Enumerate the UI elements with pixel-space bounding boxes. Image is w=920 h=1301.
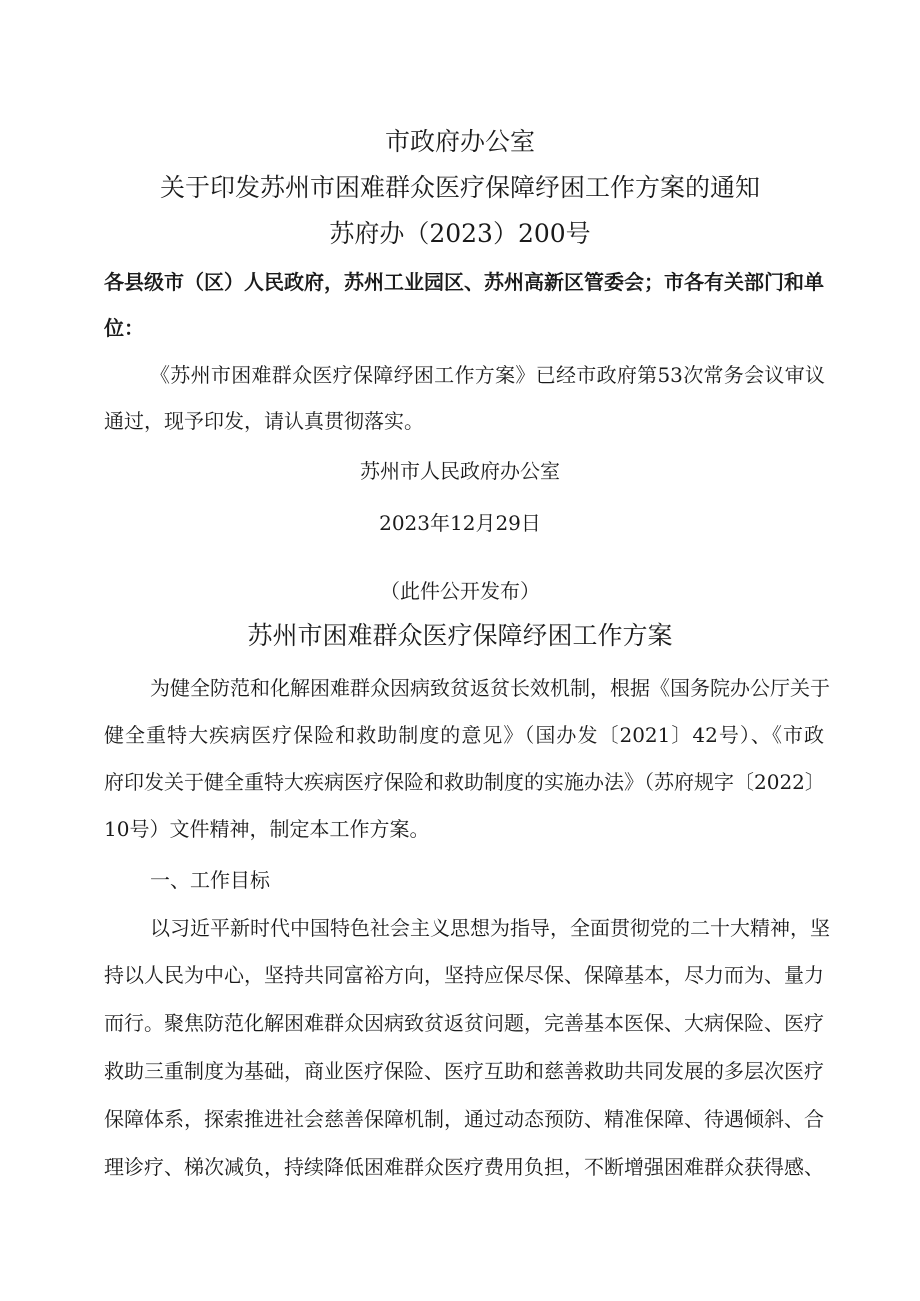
notice-body-line-1: 《苏州市困难群众医疗保障纾困工作方案》已经市政府第53次常务会议审议: [150, 363, 825, 387]
section-body-line: 而行。聚焦防范化解困难群众因病致贫返贫问题，完善基本医保、大病保险、医疗: [104, 1011, 824, 1035]
section-heading: 一、工作目标: [150, 868, 270, 892]
publication-note: （此件公开发布）: [380, 579, 540, 603]
notice-body-line-2: 通过，现予印发，请认真贯彻落实。: [104, 409, 424, 433]
section-body-line: 理诊疗、梯次减负，持续降低困难群众医疗费用负担，不断增强困难群众获得感、: [104, 1155, 824, 1179]
plan-title: 苏州市困难群众医疗保障纾困工作方案: [247, 621, 673, 650]
addressee-line-2: 位：: [104, 316, 144, 340]
signature-date: 2023年12月29日: [379, 511, 541, 535]
signature-office: 苏州市人民政府办公室: [360, 459, 560, 483]
section-body-line: 以习近平新时代中国特色社会主义思想为指导，全面贯彻党的二十大精神，坚: [150, 916, 830, 940]
intro-line: 健全重特大疾病医疗保险和救助制度的意见》（国办发〔2021〕42号）、《市政: [104, 723, 824, 747]
document-number: 苏府办（2023）200号: [329, 219, 591, 248]
section-body-line: 救助三重制度为基础，商业医疗保险、医疗互助和慈善救助共同发展的多层次医疗: [104, 1059, 824, 1083]
section-body-line: 保障体系，探索推进社会慈善保障机制，通过动态预防、精准保障、待遇倾斜、合: [104, 1107, 824, 1131]
intro-line: 府印发关于健全重特大疾病医疗保险和救助制度的实施办法》（苏府规字〔2022〕: [104, 770, 825, 794]
issuer-title: 市政府办公室: [384, 127, 535, 156]
addressee-line-1: 各县级市（区）人民政府，苏州工业园区、苏州高新区管委会；市各有关部门和单: [104, 270, 824, 294]
intro-line: 10号）文件精神，制定本工作方案。: [104, 817, 430, 841]
section-body-line: 持以人民为中心，坚持共同富裕方向，坚持应保尽保、保障基本，尽力而为、量力: [104, 963, 824, 987]
intro-line: 为健全防范和化解困难群众因病致贫返贫长效机制，根据《国务院办公厅关于: [150, 676, 830, 700]
notice-title: 关于印发苏州市困难群众医疗保障纾困工作方案的通知: [159, 173, 760, 202]
